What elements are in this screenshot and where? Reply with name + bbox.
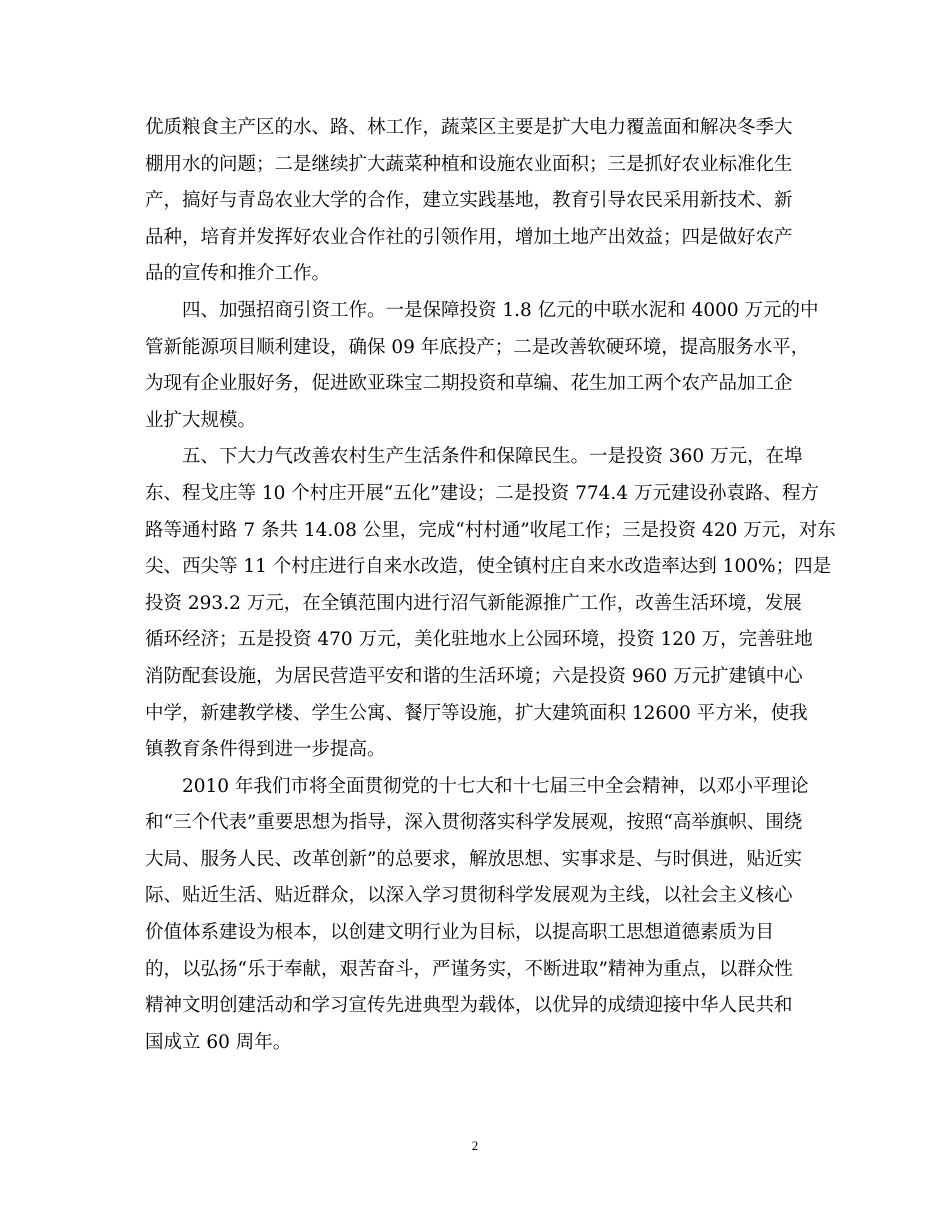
text-line: 品的宣传和推介工作。 (145, 263, 331, 285)
text-line: 国成立 60 周年。 (145, 1031, 292, 1053)
paragraph-rural-livelihood (145, 439, 836, 768)
text-line: 尖、西尖等 11 个村庄进行自来水改造，使全镇村庄自来水改造率达到 100%；四是 (145, 556, 832, 578)
text-line: 循环经济；五是投资 470 万元，美化驻地水上公园环境，投资 120 万，完善驻地 (145, 629, 813, 651)
text-line: 产，搞好与青岛农业大学的合作，建立实践基地，教育引导农民采用新技术、新 (145, 190, 793, 212)
text-line: 和“三个代表”重要思想为指导，深入贯彻落实科学发展观，按照“高举旗帜、围绕 (145, 812, 803, 834)
text-line: 为现有企业服好务，促进欧亚珠宝二期投资和草编、花生加工两个农产品加工企 (145, 373, 793, 395)
text-line: 四、加强招商引资工作。一是保障投资 1.8 亿元的中联水泥和 4000 万元的中 (182, 299, 819, 321)
paragraph-2010-plan (145, 769, 810, 1062)
text-line: 东、程戈庄等 10 个村庄开展“五化”建设；二是投资 774.4 万元建设孙袁路、程方 (145, 482, 819, 504)
paragraph-investment-attraction (145, 293, 819, 439)
text-line: 际、贴近生活、贴近群众，以深入学习贯彻科学发展观为主线，以社会主义核心 (145, 885, 793, 907)
text-line: 路等通村路 7 条共 14.08 公里，完成“村村通”收尾工作；三是投资 420 万元，对东 (145, 519, 836, 541)
text-line: 业扩大规模。 (145, 409, 257, 431)
text-line: 优质粮食主产区的水、路、林工作，蔬菜区主要是扩大电力覆盖面和解决冬季大 (145, 117, 793, 138)
text-line: 镇教育条件得到进一步提高。 (145, 739, 386, 761)
text-line: 的，以弘扬“乐于奉献，艰苦奋斗，严谨务实，不断进取”精神为重点，以群众性 (145, 958, 793, 980)
text-line: 价值体系建设为根本，以创建文明行业为目标，以提高职工思想道德素质为目 (145, 922, 775, 944)
text-line: 精神文明创建活动和学习宣传先进典型为载体，以优异的成绩迎接中华人民共和 (145, 995, 793, 1017)
text-line: 投资 293.2 万元，在全镇范围内进行沼气新能源推广工作，改善生活环境，发展 (145, 592, 802, 614)
body-text (145, 110, 836, 1061)
text-line: 消防配套设施，为居民营造平安和谐的生活环境；六是投资 960 万元扩建镇中心 (145, 665, 803, 687)
text-line: 2010 年我们市将全面贯彻党的十七大和十七届三中全会精神，以邓小平理论 (182, 775, 809, 797)
page-number: 2 (471, 1138, 479, 1153)
text-line: 大局、服务人民、改革创新”的总要求，解放思想、实事求是、与时俱进，贴近实 (145, 848, 802, 870)
text-line: 五、下大力气改善农村生产生活条件和保障民生。一是投资 360 万元，在埠 (182, 446, 803, 468)
text-line: 棚用水的问题；二是继续扩大蔬菜种植和设施农业面积；三是抓好农业标准化生 (145, 153, 793, 175)
text-line: 中学，新建教学楼、学生公寓、餐厅等设施，扩大建筑面积 12600 平方米，使我 (145, 702, 808, 724)
text-line: 管新能源项目顺利建设，确保 09 年底投产；二是改善软硬环境，提高服务水平， (145, 336, 810, 358)
text-line: 品种，培育并发挥好农业合作社的引领作用，增加土地产出效益；四是做好农产 (145, 226, 793, 248)
paragraph-water-roads-forest (145, 110, 810, 293)
